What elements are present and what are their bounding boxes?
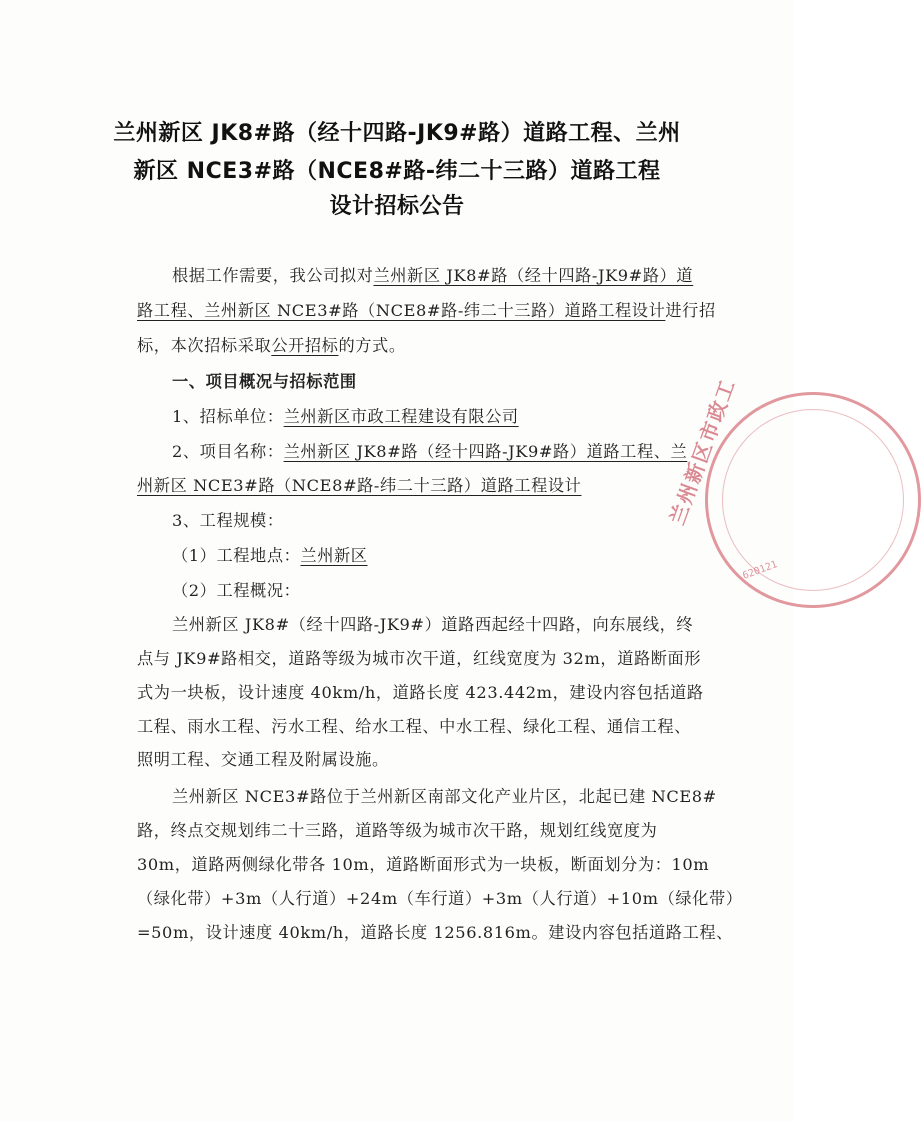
para2-line-5: =50m，设计速度 40km/h，道路长度 1256.816m。建设内容包括道路工程、 bbox=[137, 923, 733, 942]
tender-unit-label: 1、招标单位： bbox=[172, 407, 284, 426]
para1-line-5: 照明工程、交通工程及附属设施。 bbox=[137, 750, 389, 769]
intro-line-2 bbox=[137, 297, 716, 321]
para2-line-4: （绿化带）+3m（人行道）+24m（车行道）+3m（人行道）+10m（绿化带） bbox=[137, 889, 743, 908]
intro-text: 进行招 bbox=[665, 301, 716, 320]
document-title-line-2: 新区 NCE3#路（NCE8#路-纬二十三路）道路工程 bbox=[133, 159, 661, 184]
project-name-label: 2、项目名称： bbox=[172, 442, 284, 461]
para2-line-1: 兰州新区 NCE3#路位于兰州新区南部文化产业片区，北起已建 NCE8# bbox=[172, 787, 717, 806]
tender-unit-value: 兰州新区市政工程建设有限公司 bbox=[283, 407, 519, 426]
section-heading: 一、项目概况与招标范围 bbox=[172, 372, 357, 391]
para2-line-2: 路，终点交规划纬二十三路，道路等级为城市次干路，规划红线宽度为 bbox=[137, 821, 658, 840]
project-location-line bbox=[172, 542, 368, 566]
intro-text: 标，本次招标采取 bbox=[137, 336, 272, 355]
para1-line-3: 式为一块板，设计速度 40km/h，道路长度 423.442m，建设内容包括道路 bbox=[137, 683, 704, 702]
project-name-value: 州新区 NCE3#路（NCE8#路-纬二十三路）道路工程设计 bbox=[137, 476, 582, 495]
project-scale-label: 3、工程规模： bbox=[172, 511, 284, 530]
project-name-line-2 bbox=[137, 472, 581, 496]
project-location-value: 兰州新区 bbox=[300, 546, 368, 565]
project-location-label: （1）工程地点： bbox=[172, 546, 301, 565]
project-name-underlined: 兰州新区 JK8#路（经十四路-JK9#路）道 bbox=[373, 266, 694, 285]
project-name-line-1 bbox=[172, 438, 687, 462]
seal-text: 兰州新区市政工 bbox=[664, 375, 741, 528]
intro-text: 的方式。 bbox=[338, 336, 406, 355]
project-name-underlined: 路工程、兰州新区 NCE3#路（NCE8#路-纬二十三路）道路工程设计 bbox=[137, 301, 666, 320]
project-name-value: 兰州新区 JK8#路（经十四路-JK9#路）道路工程、兰 bbox=[283, 442, 688, 461]
seal-inner-ring bbox=[722, 409, 904, 591]
para2-line-3: 30m，道路两侧绿化带各 10m，道路断面形式为一块板，断面划分为：10m bbox=[137, 855, 710, 874]
document-title-line-1: 兰州新区 JK8#路（经十四路-JK9#路）道路工程、兰州 bbox=[113, 121, 681, 146]
intro-text: 根据工作需要，我公司拟对 bbox=[172, 266, 374, 285]
tender-method-underlined: 公开招标 bbox=[271, 336, 339, 355]
tender-unit-line bbox=[172, 403, 519, 427]
document-title-line-3: 设计招标公告 bbox=[329, 194, 465, 219]
para1-line-1: 兰州新区 JK8#（经十四路-JK9#）道路西起经十四路，向东展线，终 bbox=[172, 615, 694, 634]
company-seal bbox=[664, 375, 921, 608]
project-overview-label: （2）工程概况： bbox=[172, 581, 301, 600]
para1-line-4: 工程、雨水工程、污水工程、给水工程、中水工程、绿化工程、通信工程、 bbox=[137, 717, 691, 736]
seal-number: 620121 bbox=[741, 559, 779, 582]
para1-line-2: 点与 JK9#路相交，道路等级为城市次干道，红线宽度为 32m，道路断面形 bbox=[137, 649, 702, 668]
intro-line-1 bbox=[172, 262, 693, 286]
intro-line-3 bbox=[137, 332, 406, 356]
